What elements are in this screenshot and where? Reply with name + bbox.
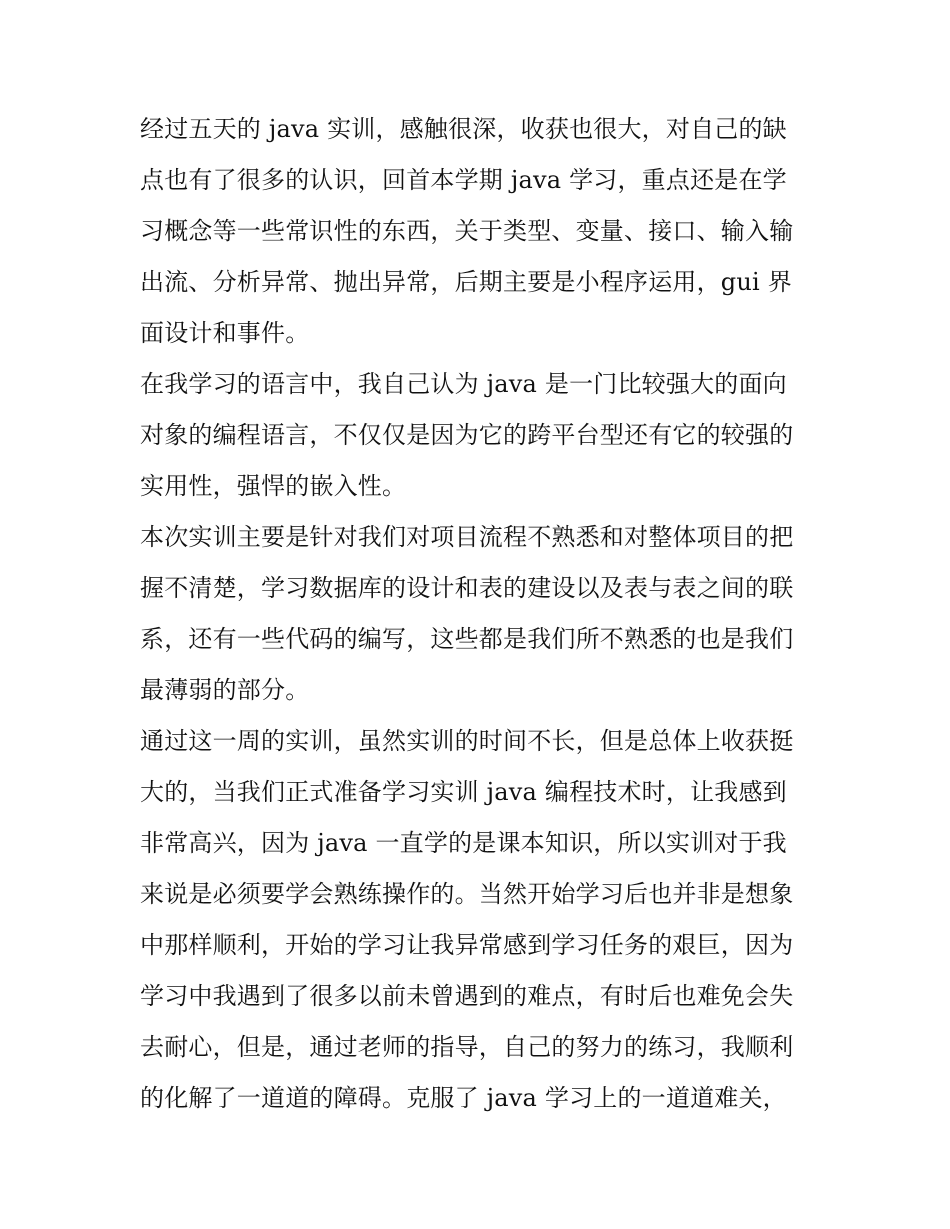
text-line: 最薄弱的部分。 <box>140 676 310 704</box>
document-body <box>140 104 812 1124</box>
paragraph-4 <box>140 716 812 1124</box>
paragraph-2 <box>140 359 812 512</box>
text-line: 中那样顺利，开始的学习让我异常感到学习任务的艰巨，因为 <box>140 931 794 959</box>
text-line: 通过这一周的实训，虽然实训的时间不长，但是总体上收获挺 <box>140 727 794 755</box>
text-line: 习概念等一些常识性的东西，关于类型、变量、接口、输入输 <box>140 217 794 245</box>
text-line: 来说是必须要学会熟练操作的。当然开始学习后也并非是想象 <box>140 880 794 908</box>
text-line: 经过五天的 java 实训，感触很深，收获也很大，对自己的缺 <box>140 115 787 143</box>
text-line: 握不清楚，学习数据库的设计和表的建设以及表与表之间的联 <box>140 574 794 602</box>
text-line: 去耐心，但是，通过老师的指导，自己的努力的练习，我顺利 <box>140 1033 794 1061</box>
text-line: 系，还有一些代码的编写，这些都是我们所不熟悉的也是我们 <box>140 625 794 653</box>
text-line: 在我学习的语言中，我自己认为 java 是一门比较强大的面向 <box>140 370 787 398</box>
text-line: 点也有了很多的认识，回首本学期 java 学习，重点还是在学 <box>140 166 787 194</box>
text-line: 学习中我遇到了很多以前未曾遇到的难点，有时后也难免会失 <box>140 982 794 1010</box>
text-line: 实用性，强悍的嵌入性。 <box>140 472 407 500</box>
text-line: 非常高兴，因为 java 一直学的是课本知识，所以实训对于我 <box>140 829 787 857</box>
text-line: 面设计和事件。 <box>140 319 310 347</box>
paragraph-3 <box>140 512 812 716</box>
text-line: 大的，当我们正式准备学习实训 java 编程技术时，让我感到 <box>140 778 787 806</box>
text-line: 本次实训主要是针对我们对项目流程不熟悉和对整体项目的把 <box>140 523 794 551</box>
text-line: 出流、分析异常、抛出异常，后期主要是小程序运用，gui 界 <box>140 268 792 296</box>
text-line: 对象的编程语言，不仅仅是因为它的跨平台型还有它的较强的 <box>140 421 794 449</box>
paragraph-1 <box>140 104 812 359</box>
text-line: 的化解了一道道的障碍。克服了 java 学习上的一道道难关， <box>140 1084 787 1112</box>
